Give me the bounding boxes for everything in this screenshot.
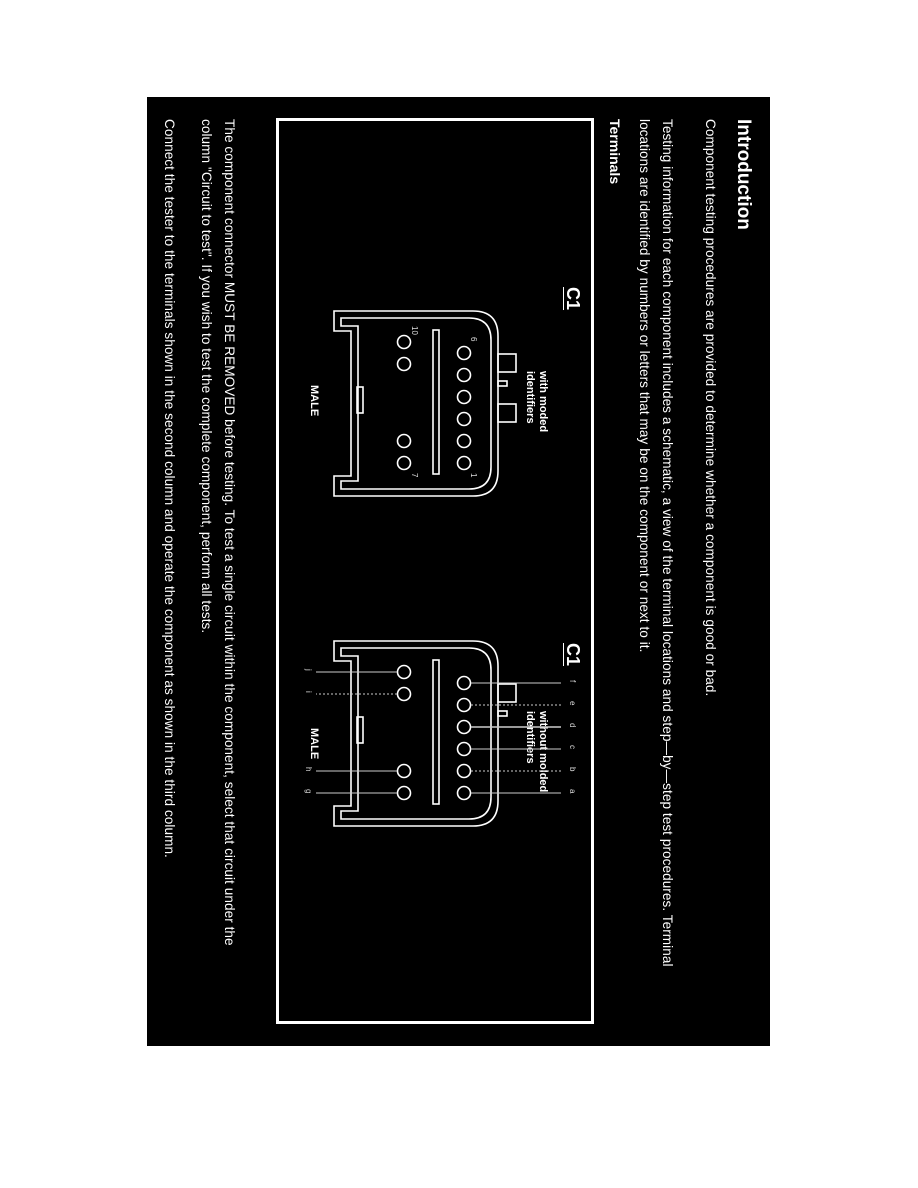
pin-label-7: 7 xyxy=(410,473,419,478)
removal-paragraph-line-2: column "Circuit to test". If you wish to test the complete component, perform all tests. xyxy=(199,119,214,634)
document-page xyxy=(147,97,770,1046)
terminals-diagram-box xyxy=(276,118,594,1024)
connector-subtitle-line-1: without molded xyxy=(537,711,549,793)
connector-gender-label: MALE xyxy=(308,385,320,417)
connect-tester-paragraph: Connect the tester to the terminals shown in the second column and operate the component as shown in the third column. xyxy=(162,119,177,858)
removal-paragraph-line-1: The component connector MUST BE REMOVED before testing. To test a single circuit within the component, select that circuit under the xyxy=(222,119,237,946)
pin-label-6: 6 xyxy=(469,337,478,342)
pin-label-10: 10 xyxy=(410,326,419,335)
connector-outline-icon xyxy=(279,621,591,1021)
pin-label-1: 1 xyxy=(469,473,478,478)
connector-id: C1 xyxy=(563,643,583,667)
section-title-terminals: Terminals xyxy=(607,119,623,185)
connector-gender-label: MALE xyxy=(308,728,320,760)
connector-subtitle-line-1: with moded xyxy=(537,371,549,433)
connector-c1-without-identifiers xyxy=(279,621,591,1021)
connector-c1-with-identifiers xyxy=(279,121,591,571)
pin-label-i: i xyxy=(304,691,313,693)
pin-label-e: e xyxy=(568,701,577,706)
pin-label-c: c xyxy=(568,745,577,749)
pin-label-a: a xyxy=(568,789,577,794)
connector-id: C1 xyxy=(563,287,583,311)
connector-outline-icon xyxy=(279,121,591,571)
pin-label-f: f xyxy=(568,680,577,683)
info-paragraph-line-2: locations are identified by numbers or letters that may be on the component or next to it. xyxy=(637,119,652,653)
info-paragraph-line-1: Testing information for each component includes a schematic, a view of the terminal locations and step—by—step test procedures. Terminal xyxy=(660,119,675,967)
pin-label-d: d xyxy=(568,723,577,728)
connector-subtitle-line-2: identifiers xyxy=(524,371,536,424)
pin-label-h: h xyxy=(304,767,313,772)
pin-label-b: b xyxy=(568,767,577,772)
pin-label-g: g xyxy=(304,789,313,794)
connector-subtitle-line-2: identifiers xyxy=(524,711,536,764)
page-title: Introduction xyxy=(733,119,754,230)
pin-label-j: j xyxy=(304,669,313,671)
intro-paragraph: Component testing procedures are provided to determine whether a component is good or bad. xyxy=(703,119,718,697)
